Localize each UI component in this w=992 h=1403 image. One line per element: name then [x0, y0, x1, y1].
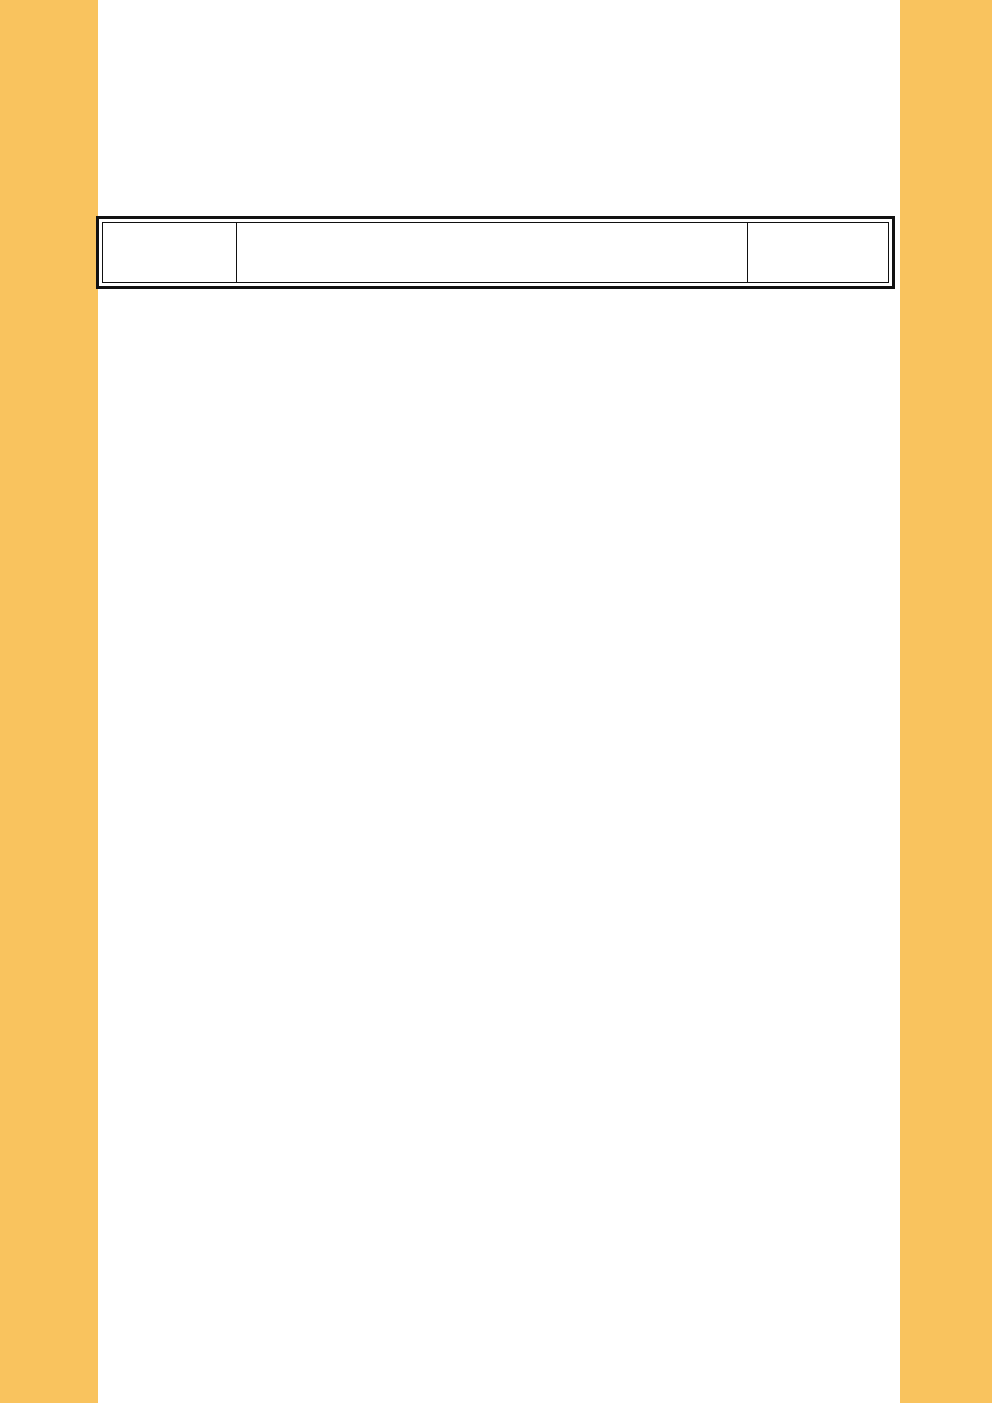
document-body [104, 343, 894, 503]
bear-face-icon [856, 124, 948, 216]
paper-sheet [98, 0, 900, 1403]
bear-face-icon [57, 120, 149, 212]
issue-code [103, 223, 237, 282]
phone-number [747, 223, 888, 282]
bear-face-icon [852, 1208, 944, 1300]
bear-face-icon [57, 1204, 149, 1296]
page-title [237, 223, 747, 282]
header-table [96, 216, 895, 289]
